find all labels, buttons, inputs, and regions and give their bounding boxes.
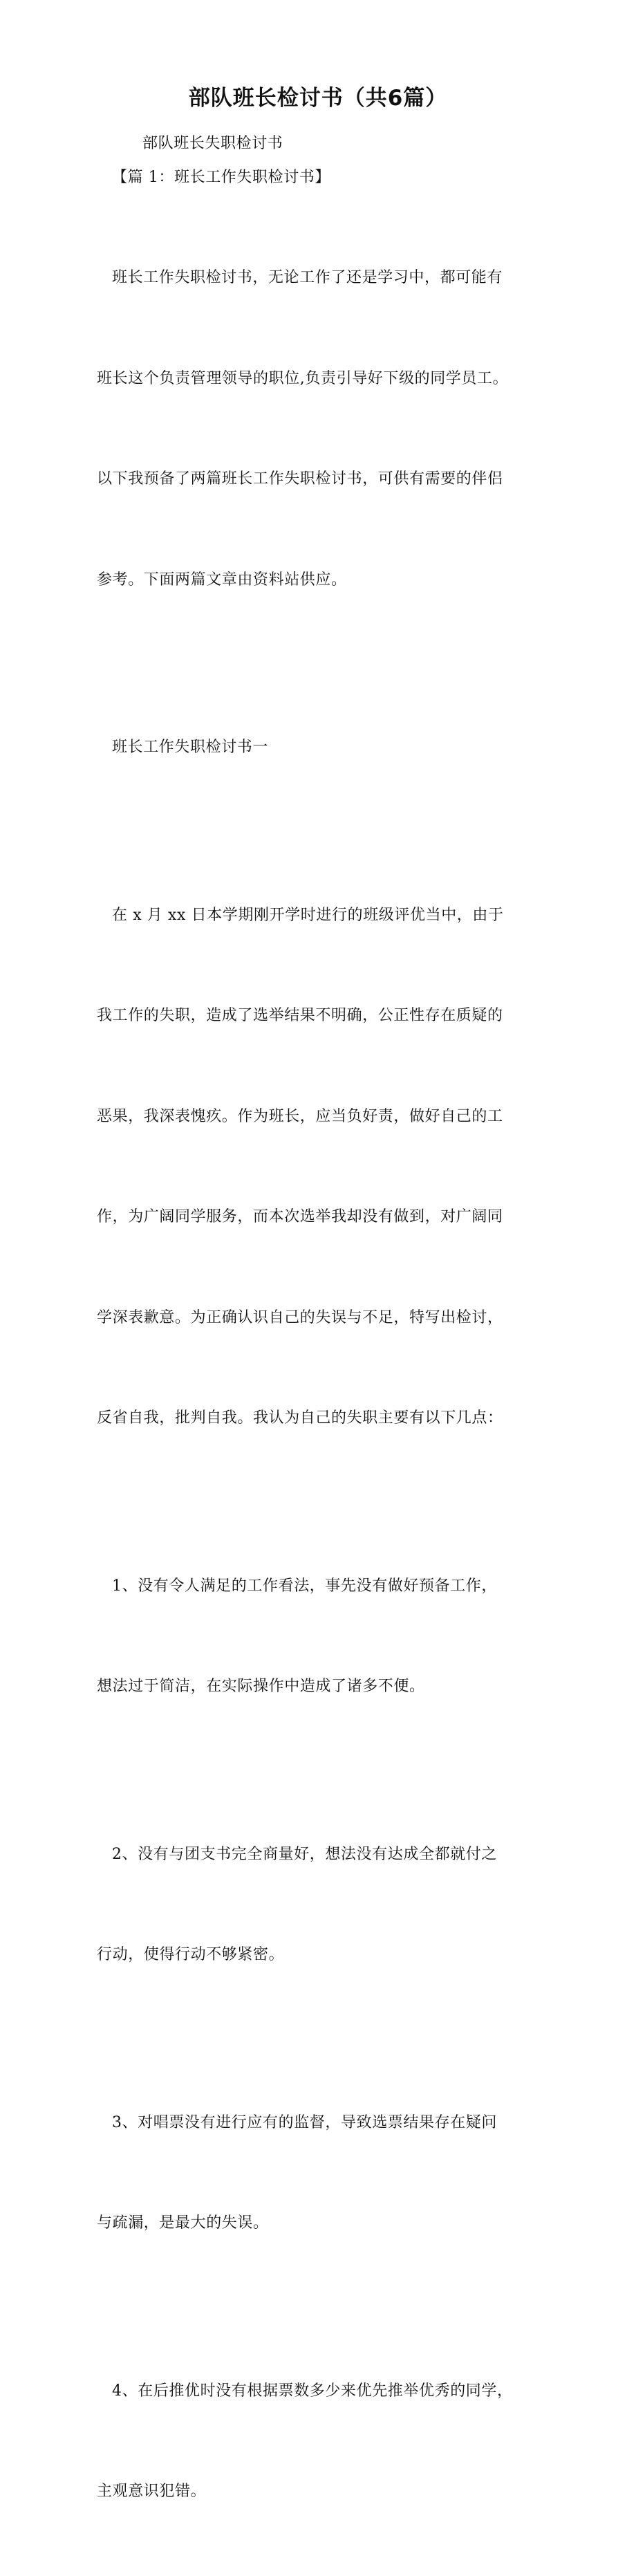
paragraph-line: 与疏漏，是最大的失误。 [97, 2214, 269, 2232]
list-item [97, 2308, 543, 2576]
paragraph-line: 1、没有令人满足的工作看法，事先没有做好预备工作， [112, 1577, 497, 1595]
paragraph-line: 作，为广阔同学服务，而本次选举我却没有做到，对广阔同 [97, 1208, 503, 1225]
paragraph-line: 班长这个负责管理领导的职位,负责引导好下级的同学员工。 [97, 369, 509, 387]
list-item [97, 2039, 543, 2308]
paragraph-line: 反省自我，批判自我。我认为自己的失职主要有以下几点： [97, 1409, 503, 1427]
paragraph [97, 664, 543, 832]
paragraph-line: 以下我预备了两篇班长工作失职检讨书，可供有需要的伴侣 [97, 470, 503, 488]
list-item [97, 1503, 543, 1771]
paragraph-line: 参考。下面两篇文章由资料站供应。 [97, 571, 347, 589]
document-title: 部队班长检讨书（共6篇） [188, 86, 448, 111]
list-item [97, 1771, 543, 2039]
paragraph-line: 我工作的失职，造成了选举结果不明确，公正性存在质疑的 [97, 1007, 503, 1024]
paragraph [97, 832, 543, 1503]
paragraph-line: 学深表歉意。为正确认识自己的失误与不足，特写出检讨， [97, 1308, 503, 1326]
paragraph-line: 3、对唱票没有进行应有的监督，导致选票结果存在疑问 [112, 2113, 497, 2131]
paragraph-line: 班长工作失职检讨书一 [112, 739, 269, 756]
section-heading: 【篇 1：班长工作失职检讨书】 [112, 168, 330, 186]
paragraph [97, 194, 543, 664]
paragraph-line: 4、在后推优时没有根据票数多少来优先推举优秀的同学， [112, 2382, 513, 2400]
document-body [97, 127, 543, 2576]
paragraph-line: 班长工作失职检讨书，无论工作了还是学习中，都可能有 [112, 269, 503, 286]
paragraph-line: 恶果，我深表愧疚。作为班长，应当负好责，做好自己的工 [97, 1107, 503, 1125]
paragraph-line: 2、没有与团支书完全商量好，想法没有达成全都就付之 [112, 1845, 497, 1863]
paragraph-line: 在 x 月 xx 日本学期刚开学时进行的班级评优当中，由于 [112, 906, 504, 924]
paragraph-line: 想法过于简洁，在实际操作中造成了诸多不便。 [97, 1678, 425, 1695]
document-subtitle: 部队班长失职检讨书 [142, 135, 283, 152]
paragraph-line: 主观意识犯错。 [97, 2483, 207, 2500]
paragraph-line: 行动，使得行动不够紧密。 [97, 1946, 285, 1963]
